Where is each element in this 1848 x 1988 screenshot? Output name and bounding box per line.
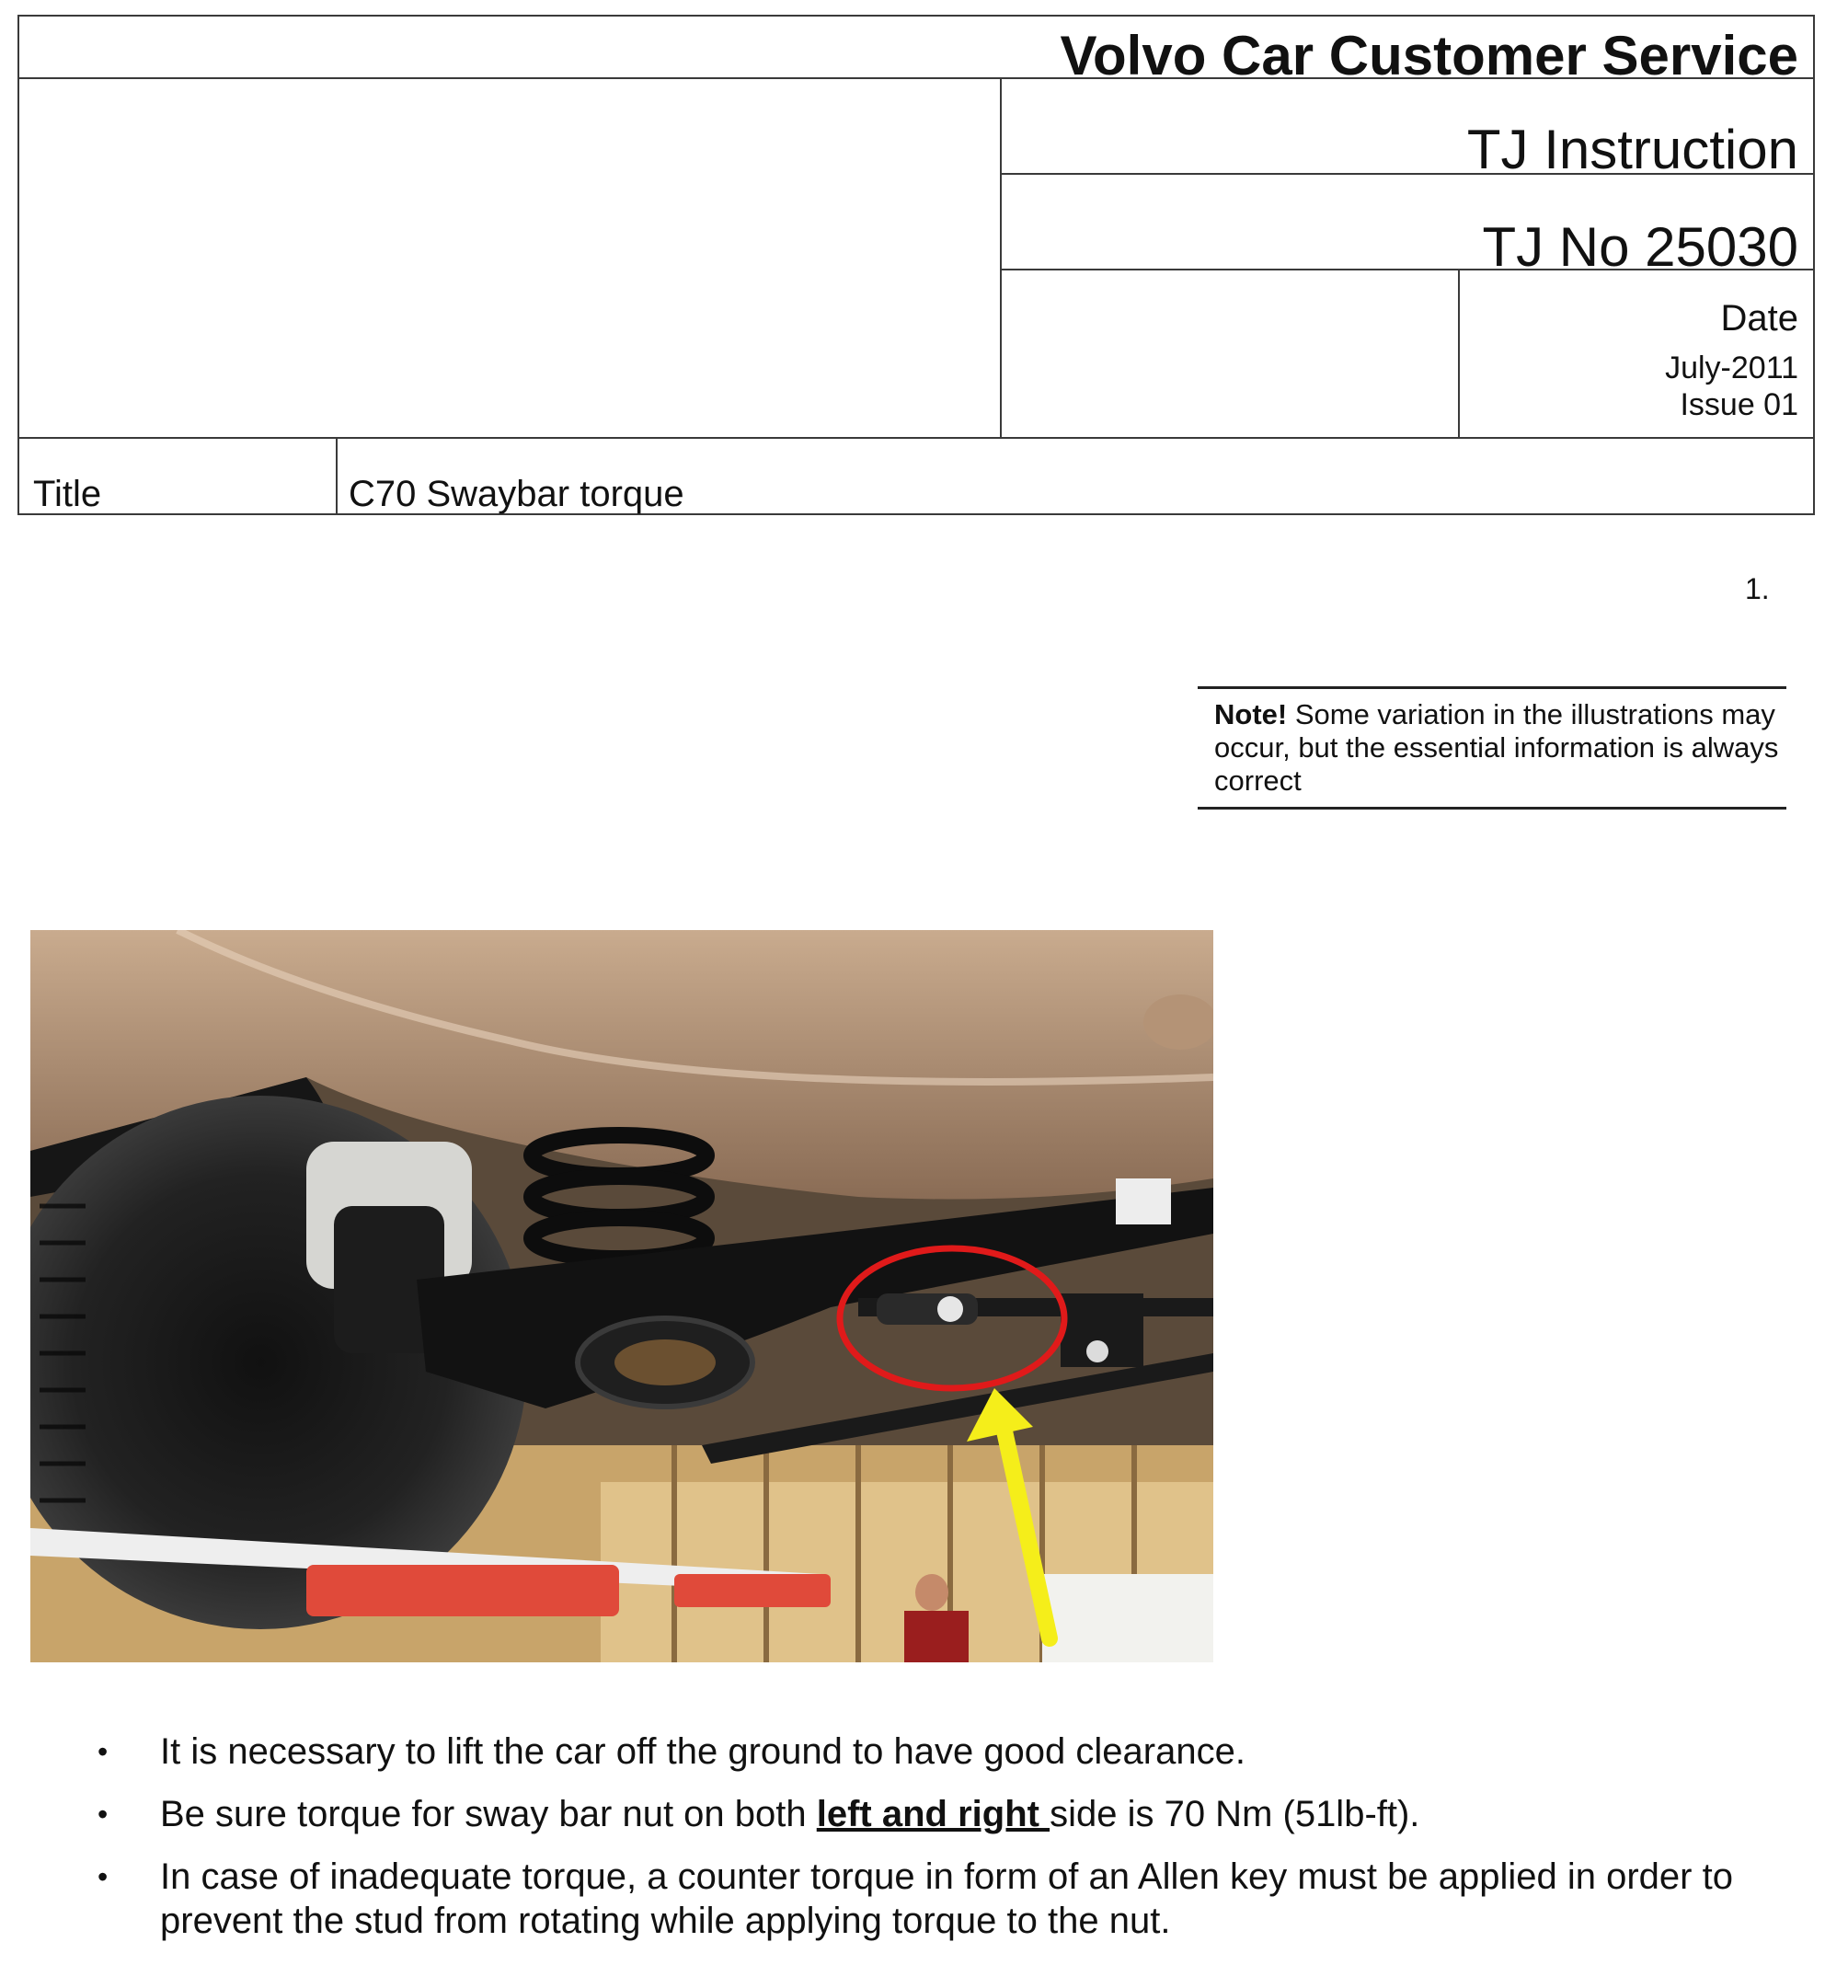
document-type: TJ Instruction (1466, 119, 1798, 180)
note-label: Note! (1214, 698, 1288, 730)
header-table (17, 15, 1815, 515)
list-item (92, 1792, 1766, 1836)
bullet-glyph: • (98, 1798, 109, 1831)
date-value: July-2011 (1665, 350, 1798, 385)
list-item (92, 1855, 1766, 1943)
title-label: Title (33, 474, 102, 514)
suspension-illustration (30, 930, 1213, 1662)
note-text: Some variation in the illustrations may occur, but the essential information is always correct (1214, 698, 1779, 797)
bullet-text-pre: Be sure torque for sway bar nut on both (160, 1794, 817, 1834)
page-number: 1. (1745, 572, 1770, 605)
instruction-list (92, 1729, 1766, 1961)
bullet-text: It is necessary to lift the car off the ground to have good clearance. (160, 1731, 1245, 1772)
bullet-text: In case of inadequate torque, a counter torque in form of an Allen key must be applied in order to prevent the stud from rotating while applying torque to the nut. (160, 1856, 1733, 1941)
bullet-text-post: side is 70 Nm (51lb-ft). (1050, 1794, 1420, 1834)
bullet-emphasis: left and right (816, 1794, 1050, 1834)
divider (1458, 269, 1460, 439)
issue-number: Issue 01 (1680, 387, 1798, 422)
divider (19, 437, 1813, 439)
title-value: C70 Swaybar torque (349, 474, 684, 514)
divider (336, 437, 338, 513)
tj-number: TJ No 25030 (1482, 216, 1798, 278)
date-label: Date (1720, 298, 1798, 339)
service-title: Volvo Car Customer Service (1060, 25, 1798, 86)
bullet-glyph: • (98, 1735, 109, 1768)
list-item (92, 1729, 1766, 1774)
note-box (1198, 686, 1786, 810)
bullet-glyph: • (98, 1860, 109, 1893)
suspension-photo (30, 930, 1213, 1662)
divider (1000, 77, 1002, 439)
